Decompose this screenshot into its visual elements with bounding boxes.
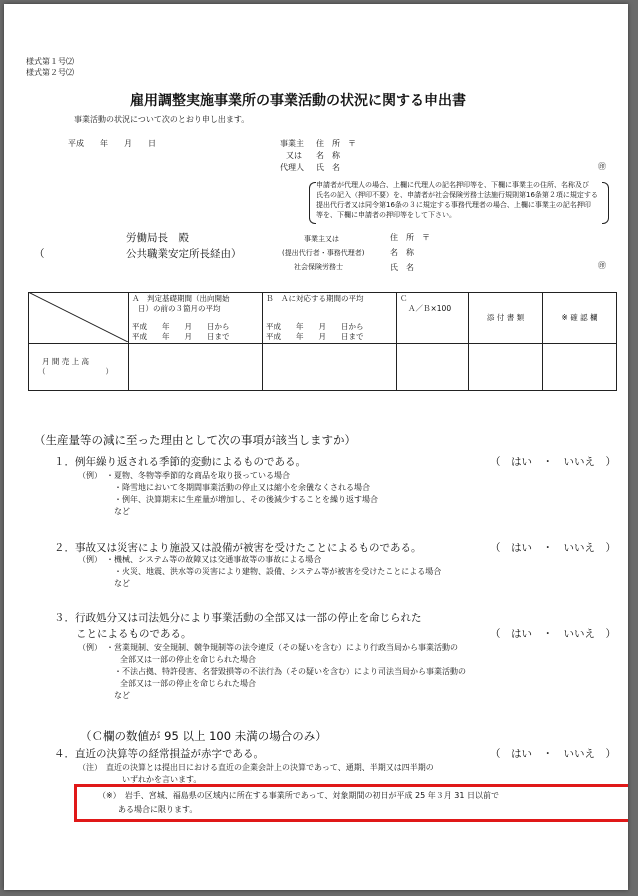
item-3-example-2b: 全部又は一部の停止を命じられた場合 bbox=[120, 679, 256, 688]
value-b-cell[interactable] bbox=[263, 344, 397, 391]
c-column-condition: （Ｃ欄の数値が 95 以上 100 未満の場合のみ） bbox=[80, 729, 327, 743]
item-1-etc: など bbox=[114, 507, 130, 516]
item-1-example-2: ・降雪地において冬期間事業活動の停止又は縮小を余儀なくされる場合 bbox=[114, 483, 370, 492]
agent-address: 住 所 〒 bbox=[390, 233, 430, 242]
agent-block-label-3: 社会保険労務士 bbox=[294, 263, 343, 271]
item-3-text-line-2: ことによるものである。 bbox=[76, 628, 192, 640]
item-1-text: １．例年繰り返される季節的変動によるものである。 bbox=[54, 456, 306, 468]
agent-name: 名 称 bbox=[390, 248, 414, 257]
form-number-1: 様式第１号⑵ bbox=[26, 57, 74, 66]
question-heading: （生産量等の減に至った理由として次の事項が該当しますか） bbox=[34, 433, 356, 447]
item-4-note-1: （注） 直近の決算とは提出日における直近の企業会計上の決算であって、通期、半期又は四半期の bbox=[78, 763, 434, 772]
item-2-text: ２．事故又は災害により施設又は設備が被害を受けたことによるものである。 bbox=[54, 542, 422, 554]
column-b-header: Ｂ Ａに対応する期間の平均 平成 年 月 日から 平成 年 月 日まで bbox=[263, 293, 397, 344]
value-a-cell[interactable] bbox=[129, 344, 263, 391]
item-2-example-1: （例） ・機械、システム等の故障又は交通事故等の事故による場合 bbox=[78, 555, 322, 564]
item-3-example-2: ・不法占拠、特許侵害、名誉毀損等の不法行為（その疑いを含む）により司法当局から事業活動の bbox=[114, 667, 466, 676]
column-a-header: Ａ 判定基礎期間（出向開始 日）の前の３箇月の平均 平成 年 月 日から 平成 年 月 日まで bbox=[129, 293, 263, 344]
addressee-line-1: 労働局長 殿 bbox=[126, 232, 189, 244]
confirmation-cell[interactable] bbox=[543, 344, 617, 391]
note-brace-left bbox=[309, 182, 316, 224]
attachments-cell[interactable] bbox=[469, 344, 543, 391]
employer-person: 氏 名 bbox=[316, 163, 340, 172]
addressee-open-paren: （ bbox=[34, 248, 45, 260]
monthly-sales-label-cell: 月 間 売 上 高 （ ） bbox=[29, 344, 129, 391]
agent-block-label-1: 事業主又は bbox=[304, 235, 339, 243]
employer-label: 事業主 bbox=[280, 139, 304, 148]
seal-mark-2: ㊞ bbox=[598, 261, 606, 270]
item-4-text: ４．直近の決算等の経常損益が赤字である。 bbox=[54, 748, 264, 760]
item-3-example-1b: 全部又は一部の停止を命じられた場合 bbox=[120, 655, 256, 664]
item-3-example-1: （例） ・営業規制、安全規制、競争規制等の法令違反（その疑いを含む）により行政当局から事業活動の bbox=[78, 643, 458, 652]
item-3-answer[interactable]: （ はい ・ いいえ ） bbox=[490, 628, 616, 640]
item-1-answer[interactable]: （ はい ・ いいえ ） bbox=[490, 456, 616, 468]
item-3-etc: など bbox=[114, 691, 130, 700]
intro-text: 事業活動の状況について次のとおり申し出ます。 bbox=[74, 115, 250, 124]
agent-note: 申請者が代理人の場合、上欄に代理人の記名押印等を、下欄に事業主の住所、名称及び 氏名の記入（押印不要）を、申請者が社会保険労務士法施行規則第16条第２項に規定する 提出代行者又は同令第16条の３に規定する事務代理者の場合、上欄に事業主の記名押印 等を、下欄に申請者の押印等をして下さい。 bbox=[316, 181, 598, 219]
item-1-example-1: （例） ・夏物、冬物等季節的な商品を取り扱っている場合 bbox=[78, 471, 290, 480]
date-line: 平成 年 月 日 bbox=[68, 139, 156, 148]
agent-person: 氏 名 bbox=[390, 263, 414, 272]
employer-address: 住 所 〒 bbox=[316, 139, 356, 148]
item-4-answer[interactable]: （ はい ・ いいえ ） bbox=[490, 748, 616, 760]
note-brace-right bbox=[602, 182, 609, 224]
highlight-text-2: ある場合に限ります。 bbox=[118, 805, 198, 814]
item-1-example-3: ・例年、決算期末に生産量が増加し、その後減少することを繰り返す場合 bbox=[114, 495, 378, 504]
value-c-cell[interactable] bbox=[397, 344, 469, 391]
column-attachments-header: 添 付 書 類 bbox=[469, 293, 543, 344]
document-title: 雇用調整実施事業所の事業活動の状況に関する申出書 bbox=[130, 93, 466, 109]
agent-label: 代理人 bbox=[280, 163, 304, 172]
or-label: 又は bbox=[286, 151, 302, 160]
item-2-etc: など bbox=[114, 579, 130, 588]
employer-name: 名 称 bbox=[316, 151, 340, 160]
item-2-answer[interactable]: （ はい ・ いいえ ） bbox=[490, 542, 616, 554]
item-3-text-line-1: ３．行政処分又は司法処分により事業活動の全部又は一部の停止を命じられた bbox=[54, 612, 422, 624]
item-2-example-2: ・火災、地震、洪水等の災害により建物、設備、システム等が被害を受けたことによる場合 bbox=[114, 567, 442, 576]
application-form-page bbox=[4, 4, 628, 890]
highlight-text-1: （※） 岩手、宮城、福島県の区域内に所在する事業所であって、対象期間の初日が平成 25 年３月 31 日以前で bbox=[98, 791, 499, 800]
item-4-note-2: いずれかを言います。 bbox=[122, 775, 202, 784]
agent-block-label-2: (提出代行者・事務代理者) bbox=[282, 249, 365, 257]
diagonal-line bbox=[28, 292, 128, 342]
column-c-header: Ｃ Ａ／Ｂ×100 bbox=[397, 293, 469, 344]
seal-mark-1: ㊞ bbox=[598, 162, 606, 171]
addressee-line-2: 公共職業安定所長経由） bbox=[126, 248, 242, 260]
form-number-2: 様式第２号⑵ bbox=[26, 68, 74, 77]
column-confirmation-header: ※ 確 認 欄 bbox=[543, 293, 617, 344]
